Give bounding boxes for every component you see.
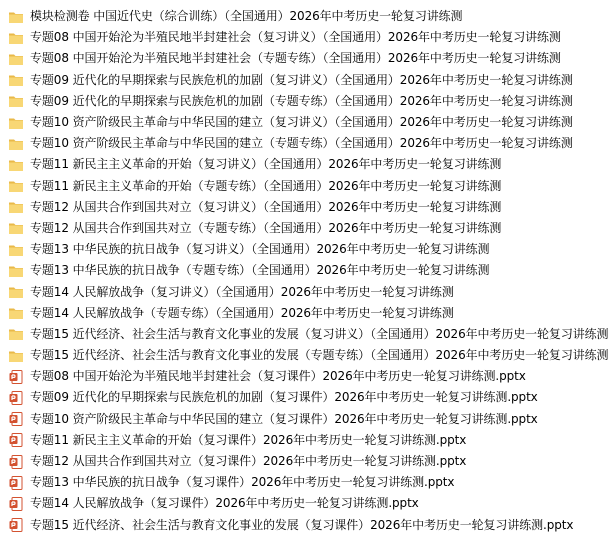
folder-item[interactable] bbox=[0, 260, 541, 281]
folder-item[interactable] bbox=[0, 48, 561, 69]
folder-item[interactable] bbox=[0, 345, 608, 366]
folder-item[interactable] bbox=[0, 6, 541, 27]
item-name: 专题09 近代化的早期探索与民族危机的加剧（复习课件）2026年中考历史一轮复习讲练测.pptx bbox=[30, 390, 538, 405]
item-name: 专题14 人民解放战争（复习课件）2026年中考历史一轮复习讲练测.pptx bbox=[30, 496, 419, 511]
item-name: 专题11 新民主主义革命的开始（专题专练）（全国通用）2026年中考历史一轮复习讲练测 bbox=[30, 178, 502, 193]
file-item[interactable] bbox=[0, 430, 541, 451]
pptx-file-icon bbox=[8, 411, 24, 427]
folder-icon bbox=[8, 220, 24, 236]
item-name: 专题12 从国共合作到国共对立（专题专练）（全国通用）2026年中考历史一轮复习讲练测 bbox=[30, 220, 502, 235]
folder-item[interactable] bbox=[0, 70, 573, 91]
item-name: 专题12 从国共合作到国共对立（复习课件）2026年中考历史一轮复习讲练测.pptx bbox=[30, 454, 467, 469]
folder-item[interactable] bbox=[0, 239, 541, 260]
folder-icon bbox=[8, 115, 24, 131]
pptx-file-icon bbox=[8, 432, 24, 448]
item-name: 专题10 资产阶级民主革命与中华民国的建立（复习讲义）（全国通用）2026年中考历史一轮复习讲练测 bbox=[30, 115, 573, 130]
pptx-file-icon bbox=[8, 454, 24, 470]
folder-icon bbox=[8, 51, 24, 67]
item-name: 专题12 从国共合作到国共对立（复习讲义）（全国通用）2026年中考历史一轮复习讲练测 bbox=[30, 199, 502, 214]
item-name: 专题15 近代经济、社会生活与教育文化事业的发展（复习讲义）（全国通用）2026年中考历史一轮复习讲练测 bbox=[30, 326, 608, 341]
item-name: 模块检测卷 中国近代史（综合训练）（全国通用）2026年中考历史一轮复习讲练测 bbox=[30, 9, 463, 24]
item-name: 专题13 中华民族的抗日战争（专题专练）（全国通用）2026年中考历史一轮复习讲练测 bbox=[30, 263, 490, 278]
folder-icon bbox=[8, 178, 24, 194]
folder-item[interactable] bbox=[0, 112, 573, 133]
pptx-file-icon bbox=[8, 390, 24, 406]
item-name: 专题15 近代经济、社会生活与教育文化事业的发展（复习课件）2026年中考历史一轮复习讲练测.pptx bbox=[30, 517, 574, 532]
item-name: 专题15 近代经济、社会生活与教育文化事业的发展（专题专练）（全国通用）2026年中考历史一轮复习讲练测 bbox=[30, 348, 608, 363]
item-name: 专题10 资产阶级民主革命与中华民国的建立（复习课件）2026年中考历史一轮复习讲练测.pptx bbox=[30, 411, 538, 426]
file-item[interactable] bbox=[0, 515, 574, 536]
file-item[interactable] bbox=[0, 409, 541, 430]
item-name: 专题09 近代化的早期探索与民族危机的加剧（专题专练）（全国通用）2026年中考历史一轮复习讲练测 bbox=[30, 93, 573, 108]
folder-icon bbox=[8, 263, 24, 279]
pptx-file-icon bbox=[8, 475, 24, 491]
folder-icon bbox=[8, 157, 24, 173]
item-name: 专题08 中国开始沦为半殖民地半封建社会（复习讲义）（全国通用）2026年中考历史一轮复习讲练测 bbox=[30, 30, 561, 45]
folder-item[interactable] bbox=[0, 133, 573, 154]
item-name: 专题08 中国开始沦为半殖民地半封建社会（复习课件）2026年中考历史一轮复习讲练测.pptx bbox=[30, 369, 526, 384]
folder-item[interactable] bbox=[0, 197, 541, 218]
file-item[interactable] bbox=[0, 451, 541, 472]
item-name: 专题09 近代化的早期探索与民族危机的加剧（复习讲义）（全国通用）2026年中考历史一轮复习讲练测 bbox=[30, 72, 573, 87]
folder-icon bbox=[8, 305, 24, 321]
folder-icon bbox=[8, 326, 24, 342]
item-name: 专题14 人民解放战争（复习讲义）（全国通用）2026年中考历史一轮复习讲练测 bbox=[30, 284, 454, 299]
folder-icon bbox=[8, 284, 24, 300]
item-name: 专题11 新民主主义革命的开始（复习课件）2026年中考历史一轮复习讲练测.pptx bbox=[30, 432, 467, 447]
folder-icon bbox=[8, 199, 24, 215]
pptx-file-icon bbox=[8, 517, 24, 533]
item-name: 专题10 资产阶级民主革命与中华民国的建立（专题专练）（全国通用）2026年中考历史一轮复习讲练测 bbox=[30, 136, 573, 151]
pptx-file-icon bbox=[8, 496, 24, 512]
folder-icon bbox=[8, 93, 24, 109]
file-item[interactable] bbox=[0, 493, 541, 514]
folder-item[interactable] bbox=[0, 154, 541, 175]
item-name: 专题13 中华民族的抗日战争（复习讲义）（全国通用）2026年中考历史一轮复习讲练测 bbox=[30, 242, 490, 257]
folder-item[interactable] bbox=[0, 303, 541, 324]
item-name: 专题11 新民主主义革命的开始（复习讲义）（全国通用）2026年中考历史一轮复习讲练测 bbox=[30, 157, 502, 172]
folder-icon bbox=[8, 72, 24, 88]
folder-item[interactable] bbox=[0, 281, 541, 302]
pptx-file-icon bbox=[8, 369, 24, 385]
folder-icon bbox=[8, 30, 24, 46]
file-item[interactable] bbox=[0, 472, 541, 493]
folder-item[interactable] bbox=[0, 91, 573, 112]
item-name: 专题08 中国开始沦为半殖民地半封建社会（专题专练）（全国通用）2026年中考历史一轮复习讲练测 bbox=[30, 51, 561, 66]
folder-item[interactable] bbox=[0, 176, 541, 197]
folder-item[interactable] bbox=[0, 27, 561, 48]
folder-item[interactable] bbox=[0, 218, 541, 239]
folder-icon bbox=[8, 9, 24, 25]
folder-icon bbox=[8, 242, 24, 258]
file-item[interactable] bbox=[0, 387, 541, 408]
file-item[interactable] bbox=[0, 366, 541, 387]
folder-icon bbox=[8, 136, 24, 152]
item-name: 专题13 中华民族的抗日战争（复习课件）2026年中考历史一轮复习讲练测.pptx bbox=[30, 475, 455, 490]
folder-item[interactable] bbox=[0, 324, 608, 345]
item-name: 专题14 人民解放战争（专题专练）（全国通用）2026年中考历史一轮复习讲练测 bbox=[30, 305, 454, 320]
folder-icon bbox=[8, 348, 24, 364]
